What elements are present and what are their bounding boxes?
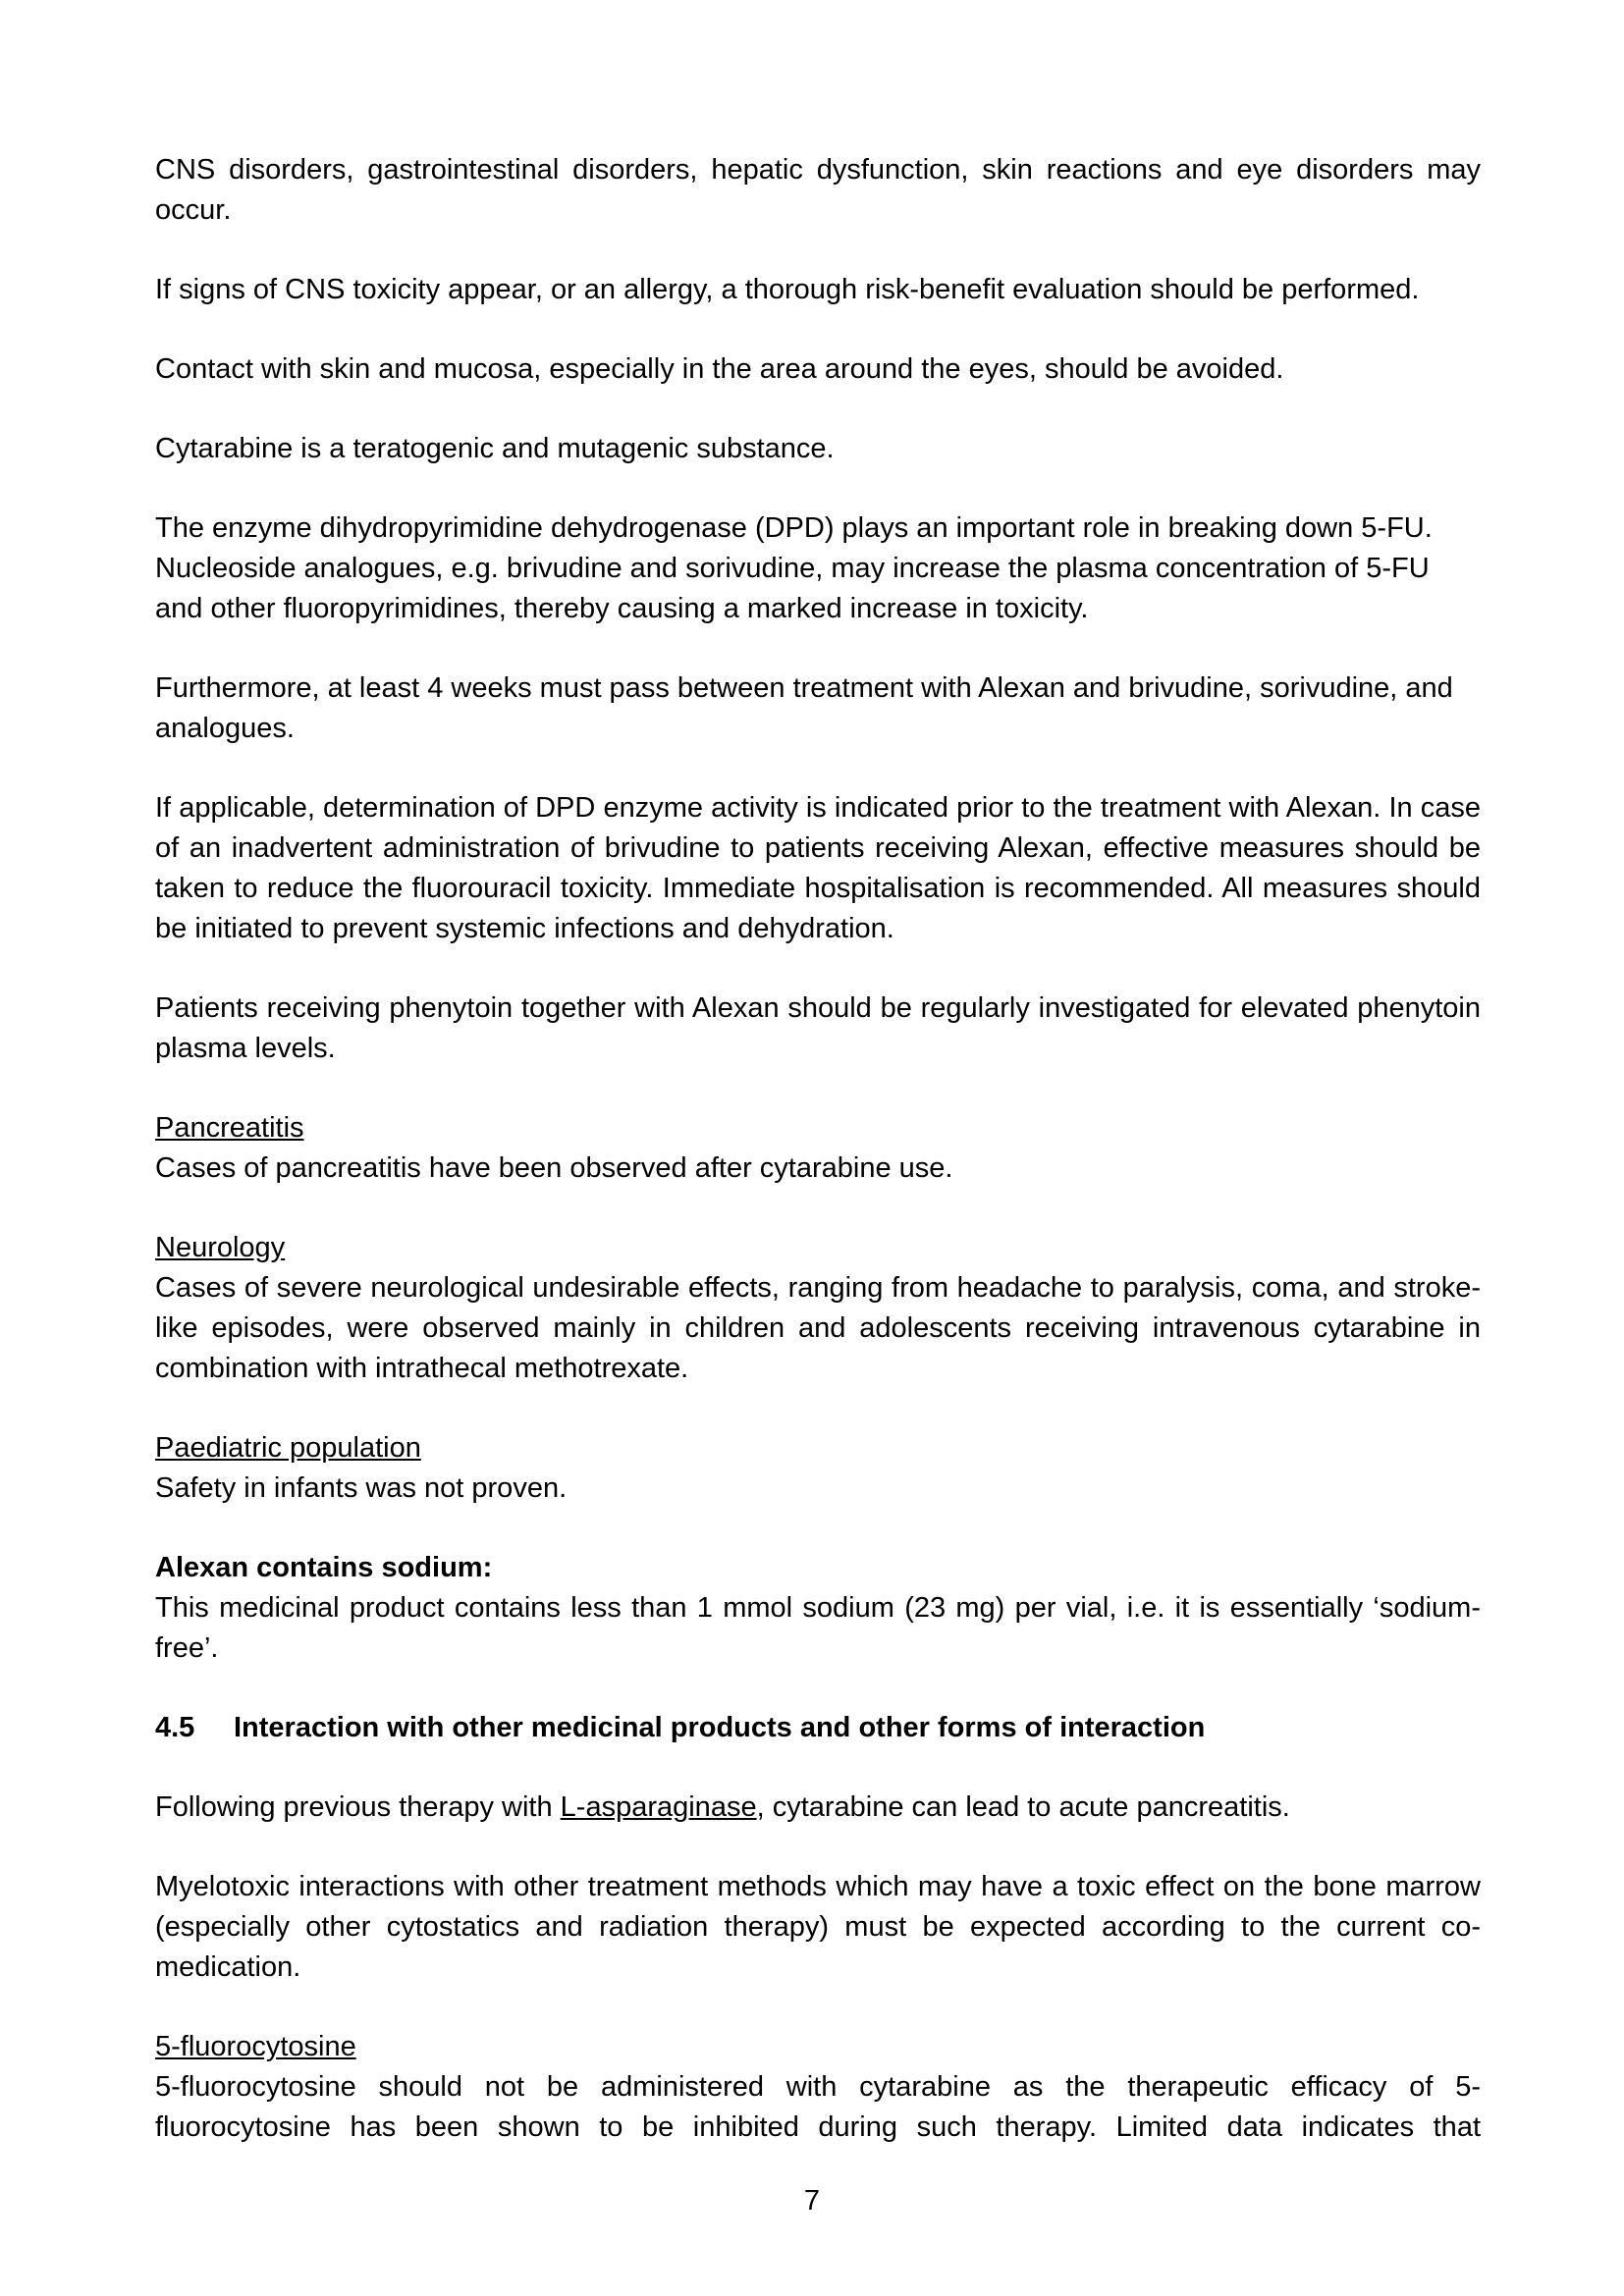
section-title: Interaction with other medicinal products and other forms of interaction	[234, 1712, 1206, 1743]
pancreatitis-block	[155, 1108, 1481, 1189]
pancreatitis-heading: Pancreatitis	[155, 1112, 304, 1144]
paediatric-block	[155, 1428, 1481, 1509]
section-4-5-heading	[155, 1708, 1481, 1748]
paragraph-phenytoin: Patients receiving phenytoin together with Alexan should be regularly investigated for elevated phenytoin plasma levels.	[155, 992, 1481, 1064]
paediatric-heading: Paediatric population	[155, 1432, 421, 1464]
neurology-block	[155, 1228, 1481, 1389]
document-page	[155, 150, 1481, 2187]
paediatric-text: Safety in infants was not proven.	[155, 1472, 568, 1504]
paragraph-dpd-activity: If applicable, determination of DPD enzyme activity is indicated prior to the treatment with Alexan. In case of an inadvertent administration of brivudine to patients receiving Alexan, effective measures should be taken to reduce the fluorouracil toxicity. Immediate hospitalisation is recommended. All measures should be initiated to prevent systemic infections and dehydration.	[155, 792, 1481, 944]
neurology-heading: Neurology	[155, 1232, 286, 1263]
sodium-block	[155, 1548, 1481, 1669]
fluorocytosine-heading: 5-fluorocytosine	[155, 2031, 356, 2062]
paragraph-cns-toxicity: If signs of CNS toxicity appear, or an allergy, a thorough risk-benefit evaluation should be performed.	[155, 274, 1420, 305]
asparaginase-text-before: Following previous therapy with	[155, 1791, 561, 1823]
fluorocytosine-block	[155, 2027, 1481, 2148]
pancreatitis-text: Cases of pancreatitis have been observed after cytarabine use.	[155, 1152, 953, 1184]
paragraph-four-weeks: Furthermore, at least 4 weeks must pass between treatment with Alexan and brivudine, sorivudine, and analogues.	[155, 672, 1453, 744]
paragraph-cns-disorders: CNS disorders, gastrointestinal disorders, hepatic dysfunction, skin reactions and eye disorders may occur.	[155, 154, 1481, 226]
sodium-text: This medicinal product contains less than 1 mmol sodium (23 mg) per vial, i.e. it is essentially ‘sodium-free’.	[155, 1592, 1481, 1664]
fluorocytosine-text: 5-fluorocytosine should not be administered with cytarabine as the therapeutic efficacy of 5-fluorocytosine has been shown to be inhibited during such therapy. Limited data indicates that	[155, 2071, 1481, 2143]
section-number: 4.5	[155, 1712, 195, 1743]
sodium-heading: Alexan contains sodium:	[155, 1552, 493, 1583]
asparaginase-text-after: , cytarabine can lead to acute pancreatitis.	[756, 1791, 1290, 1823]
paragraph-myelotoxic: Myelotoxic interactions with other treatment methods which may have a toxic effect on the bone marrow (especially other cytostatics and radiation therapy) must be expected according to the current co-medication.	[155, 1871, 1481, 1983]
page-number: 7	[803, 2185, 821, 2216]
neurology-text: Cases of severe neurological undesirable effects, ranging from headache to paralysis, coma, and stroke-like episodes, were observed mainly in children and adolescents receiving intravenous cytarabine in combination with intrathecal methotrexate.	[155, 1272, 1481, 1384]
paragraph-dpd-enzyme: The enzyme dihydropyrimidine dehydrogenase (DPD) plays an important role in breaking down 5-FU. Nucleoside analogues, e.g. brivudine and sorivudine, may increase the plasma concentration of 5-FU and other fluoropyrimidines, thereby causing a marked increase in toxicity.	[155, 512, 1433, 624]
paragraph-teratogenic: Cytarabine is a teratogenic and mutagenic substance.	[155, 433, 835, 464]
paragraph-contact-skin: Contact with skin and mucosa, especially in the area around the eyes, should be avoided.	[155, 353, 1284, 385]
asparaginase-link[interactable]: L-asparaginase	[560, 1791, 757, 1823]
paragraph-asparaginase	[155, 1788, 1481, 1828]
